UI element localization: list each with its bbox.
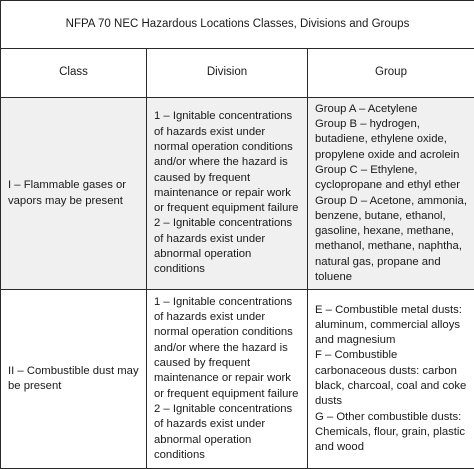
- division-cell: [147, 290, 308, 469]
- division-1-text: 1 – Ignitable concentrations of hazards exist under normal operation conditions and/or where the hazard is caused by frequent maintenance or repair work or frequent equipment failure: [154, 295, 299, 400]
- group-a-text: Group A – Acetylene: [315, 102, 418, 115]
- table-row-class-ii: [1, 290, 474, 469]
- division-2-text: 2 – Ignitable concentrations of hazards exist under abnormal operation conditions: [154, 217, 293, 276]
- division-2-text: 2 – Ignitable concentrations of hazards exist under abnormal operation conditions: [154, 402, 293, 461]
- table-title: NFPA 70 NEC Hazardous Locations Classes, Divisions and Groups: [1, 1, 474, 49]
- group-cell: [308, 290, 474, 469]
- table-title-row: [1, 1, 474, 49]
- table-header-row: [1, 49, 474, 98]
- header-class: Class: [1, 49, 147, 98]
- division-cell: [147, 98, 308, 290]
- group-cell: [308, 98, 474, 290]
- table-row-class-i: [1, 98, 474, 290]
- header-group: Group: [308, 49, 474, 98]
- group-b-text: Group B – hydrogen, butadiene, ethylene oxide, propylene oxide and acrolein: [315, 118, 460, 161]
- group-g-text: G – Other combustible dusts: Chemicals, flour, grain, plastic and wood: [315, 410, 466, 454]
- group-e-text: E – Combustible metal dusts: aluminum, commercial alloys and magnesium: [315, 303, 462, 347]
- division-1-text: 1 – Ignitable concentrations of hazards exist under normal operation conditions and/or where the hazard is caused by frequent maintenance or repair work or frequent equipment failure: [154, 110, 299, 215]
- group-f-text: F – Combustible carbonaceous dusts: carbon black, charcoal, coal and coke dusts: [315, 349, 467, 408]
- header-division: Division: [147, 49, 308, 98]
- group-d-text: Group D – Acetone, ammonia, benzene, butane, ethanol, gasoline, hexane, methane, methanol, methane, naphtha, natural gas, propane and toluene: [315, 194, 467, 283]
- class-cell: II – Combustible dust may be present: [1, 290, 147, 469]
- class-cell: I – Flammable gases or vapors may be present: [1, 98, 147, 290]
- group-c-text: Group C – Ethylene, cyclopropane and ethyl ether: [315, 163, 461, 192]
